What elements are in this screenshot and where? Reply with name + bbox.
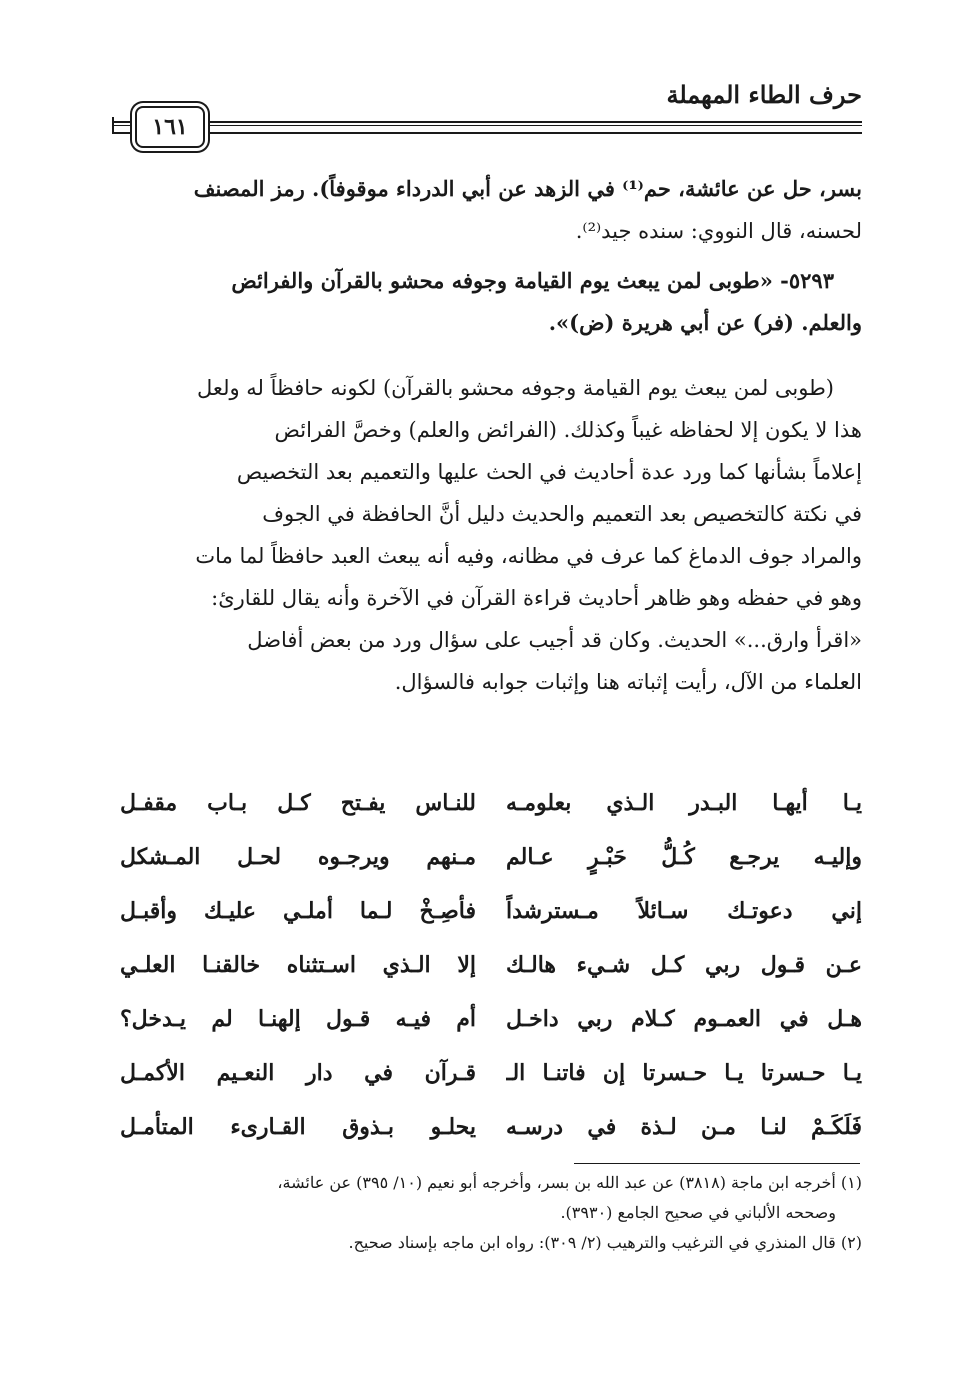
- footnote-2: (٢) قال المنذري في الترغيب والترهيب (٢/ ٣٠٩): رواه ابن ماجه بإسناد صحيح.: [348, 1233, 862, 1252]
- hemistich-first: يـا حـسرتا يـا حـسرتا إن فاتنـا الـ: [506, 1060, 862, 1086]
- poem-verse: [120, 884, 862, 938]
- hemistich-first: يـا أيهـا البـدر الـذي بعلومـه: [506, 790, 862, 816]
- poem-verse: [120, 992, 862, 1046]
- hemistich-first: وإليـه يرجـع كُـلُّ حَبْـرٍ عـالم: [506, 844, 862, 870]
- header-rule-cap: [112, 117, 118, 133]
- hadith-entry: [120, 260, 862, 344]
- poem: [120, 776, 862, 1154]
- commentary-line: هذا لا يكون إلا لحفاظه غيباً وكذلك. (الفرائض والعلم) وخصَّ الفرائض: [274, 418, 862, 442]
- footnote-separator: [574, 1163, 860, 1164]
- hemistich-first: فَلَكَـمْ لنـا مـن لـذة في درسـه: [506, 1114, 862, 1140]
- hemistich-second: فأصِـخْ لـما أملـي عليـك وأقبـل: [120, 898, 476, 924]
- hemistich-second: للنـاس يفـتح كـل بـاب مقفـل: [120, 790, 476, 816]
- hadith-source: والعلم. (فر) عن أبي هريرة (ض)».: [548, 310, 862, 335]
- commentary-paragraph: [120, 367, 862, 703]
- poem-verse: [120, 830, 862, 884]
- commentary-line: وهو في حفظه وهو ظاهر أحاديث قراءة القرآن في الآخرة وأنه يقال للقارئ:: [211, 586, 862, 610]
- paragraph-continuation: [120, 168, 862, 252]
- footnote-1: (١) أخرجه ابن ماجة (٣٨١٨) عن عبد الله بن بسر، وأخرجه أبو نعيم (١٠/ ٣٩٥) عن عائشة،: [277, 1173, 862, 1192]
- footnotes: [120, 1168, 862, 1258]
- running-title: حرف الطاء المهملة: [666, 80, 862, 109]
- hemistich-second: إلا الـذي اسـتثناه خالقنـا العلـي: [120, 952, 476, 978]
- commentary-line: والمراد جوف الدماغ كما عرف في مظانه، وفيه أنه يبعث العبد حافظاً لما مات: [195, 544, 862, 568]
- hemistich-first: عـن قـول ربي كـل شـيء هالـك: [506, 952, 862, 978]
- page-number: ١٦١: [135, 106, 205, 148]
- poem-verse: [120, 938, 862, 992]
- header-rule: [112, 121, 862, 134]
- hemistich-second: مـنهم ويرجـوه لحـل المـشكل: [120, 844, 476, 870]
- commentary-line: «اقرأ وارق...» الحديث. وكان قد أجيب على سؤال ورد من بعض أفاضل: [247, 628, 862, 652]
- commentary-line: (طوبى لمن يبعث يوم القيامة وجوفه محشو بالقرآن) لكونه حافظاً له ولعل: [197, 376, 834, 400]
- hemistich-first: إني دعوتـك سـائلاً مـسترشداً: [506, 898, 862, 924]
- text-line: لحسنه، قال النووي: سنده جيد⁽²⁾.: [575, 219, 862, 243]
- hadith-text: ٥٢٩٣- «طوبى لمن يبعث يوم القيامة وجوفه محشو بالقرآن والفرائض: [231, 268, 834, 293]
- hemistich-second: يحلـو بـذوق القـارىء المتأمـل: [120, 1114, 476, 1140]
- poem-verse: [120, 776, 862, 830]
- hemistich-second: قـرآن في دار النعـيم الأكمـل: [120, 1060, 476, 1086]
- footnote-1-continuation: وصححه الألباني في صحيح الجامع (٣٩٣٠).: [560, 1203, 836, 1222]
- commentary-line: العلماء من الآل، رأيت إثباته هنا وإثبات جوابه فالسؤال.: [394, 670, 862, 694]
- hemistich-first: هـل في العمـوم كـلام ربي داخـل: [506, 1006, 862, 1032]
- poem-verse: [120, 1100, 862, 1154]
- commentary-line: في نكتة كالتخصيص بعد التعميم والحديث دليل أنَّ الحافظة في الجوف: [262, 502, 862, 526]
- text-line: بسر، حل عن عائشة، حم⁽¹⁾ في الزهد عن أبي الدرداء موقوفاً). رمز المصنف: [193, 176, 862, 201]
- poem-verse: [120, 1046, 862, 1100]
- hemistich-second: أم فيـه قـول إلهنـا لم يـدخل؟: [120, 1006, 476, 1032]
- commentary-line: إعلاماً بشأنها كما ورد عدة أحاديث في الحث عليها والتعميم بعد التخصيص: [236, 460, 862, 484]
- header-rule-inner: [112, 125, 862, 126]
